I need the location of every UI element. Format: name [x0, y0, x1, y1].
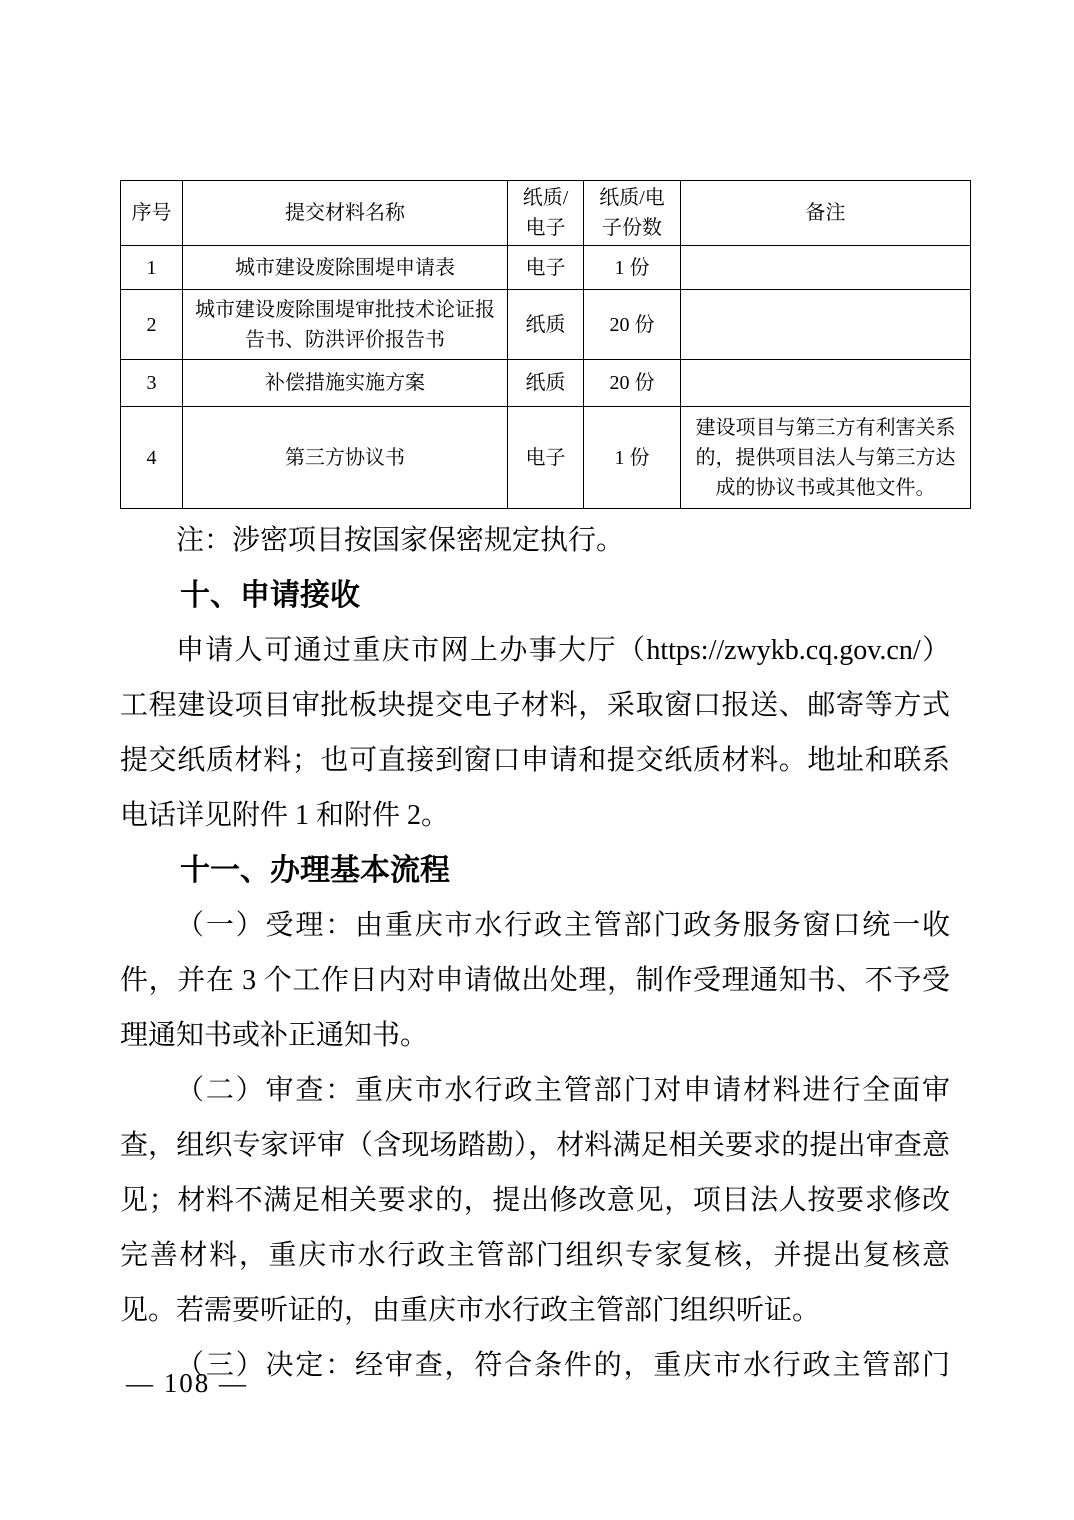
cell-remark	[681, 290, 971, 360]
cell-material-name: 城市建设废除围堤申请表	[183, 246, 508, 290]
materials-table	[120, 180, 971, 509]
cell-serial-number: 1	[121, 246, 183, 290]
section-heading-11: 十一、办理基本流程	[180, 854, 450, 887]
table-row	[121, 407, 971, 509]
cell-material-name: 第三方协议书	[183, 407, 508, 509]
cell-copies: 20 份	[584, 290, 681, 360]
cell-medium: 纸质	[508, 360, 584, 407]
cell-copies: 20 份	[584, 360, 681, 407]
table-row	[121, 246, 971, 290]
paragraph-step-1-acceptance: （一）受理：由重庆市水行政主管部门政务服务窗口统一收件，并在 3 个工作日内对申请做出处理，制作受理通知书、不予受理通知书或补正通知书。	[120, 910, 950, 1051]
page-content	[120, 180, 970, 1393]
cell-serial-number: 2	[121, 290, 183, 360]
cell-medium: 电子	[508, 246, 584, 290]
cell-serial-number: 3	[121, 360, 183, 407]
cell-serial-number: 4	[121, 407, 183, 509]
table-row	[121, 290, 971, 360]
section-heading-10: 十、申请接收	[180, 579, 360, 612]
table-header-row	[121, 181, 971, 246]
cell-copies: 1 份	[584, 407, 681, 509]
paragraph-application-receipt: 申请人可通过重庆市网上办事大厅（https://zwykb.cq.gov.cn/）工程建设项目审批板块提交电子材料，采取窗口报送、邮寄等方式提交纸质材料；也可直接到窗口申请和提交纸质材料。地址和联系电话详见附件 1 和附件 2。	[120, 635, 950, 831]
table-note: 注：涉密项目按国家保密规定执行。	[176, 525, 625, 556]
header-copies: 纸质/电子份数	[584, 181, 681, 246]
cell-material-name: 城市建设废除围堤审批技术论证报告书、防洪评价报告书	[183, 290, 508, 360]
page-number: — 108 —	[126, 1368, 248, 1398]
table-row	[121, 360, 971, 407]
cell-material-name: 补偿措施实施方案	[183, 360, 508, 407]
cell-remark	[681, 360, 971, 407]
header-serial-number: 序号	[121, 181, 183, 246]
cell-medium: 纸质	[508, 290, 584, 360]
cell-remark: 建设项目与第三方有利害关系的，提供项目法人与第三方达成的协议书或其他文件。	[681, 407, 971, 509]
cell-medium: 电子	[508, 407, 584, 509]
cell-remark	[681, 246, 971, 290]
paragraph-step-3-decision: （三）决定：经审查，符合条件的，重庆市水行政主管部门	[176, 1350, 950, 1381]
header-remark: 备注	[681, 181, 971, 246]
paragraph-step-2-review: （二）审查：重庆市水行政主管部门对申请材料进行全面审查，组织专家评审（含现场踏勘），材料满足相关要求的提出审查意见；材料不满足相关要求的，提出修改意见，项目法人按要求修改完善材料，重庆市水行政主管部门组织专家复核，并提出复核意见。若需要听证的，由重庆市水行政主管部门组织听证。	[120, 1075, 950, 1326]
header-material-name: 提交材料名称	[183, 181, 508, 246]
header-medium: 纸质/电子	[508, 181, 584, 246]
cell-copies: 1 份	[584, 246, 681, 290]
